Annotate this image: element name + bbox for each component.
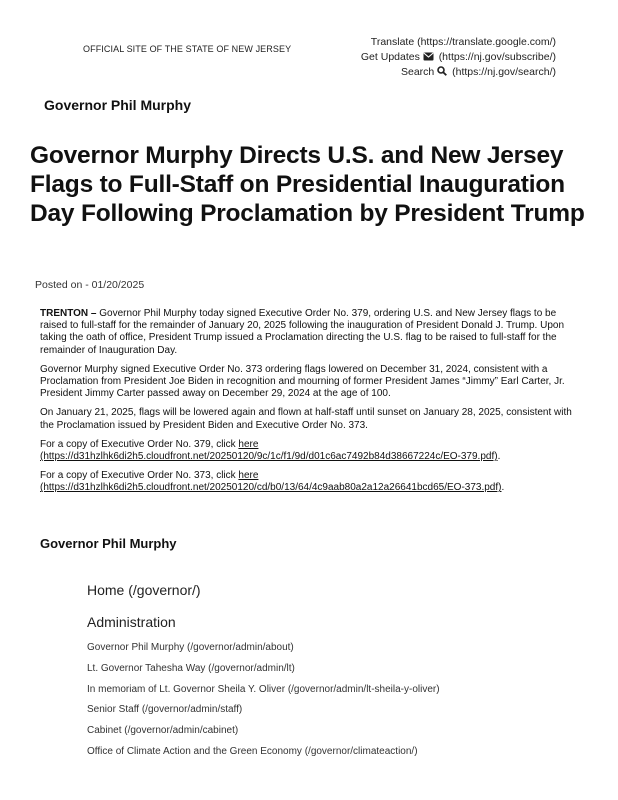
dateline: TRENTON – <box>40 308 97 319</box>
footer-admin-item[interactable]: Office of Climate Action and the Green Economy (/governor/climateaction/) <box>87 745 418 757</box>
footer-nav-home[interactable]: Home (/governor/) <box>87 582 201 598</box>
eo-379-link-text: here <box>238 438 259 450</box>
get-updates-url: (https://nj.gov/subscribe/) <box>438 51 556 63</box>
paragraph-text: For a copy of Executive Order No. 379, click <box>40 438 239 450</box>
footer-admin-item[interactable]: Senior Staff (/governor/admin/staff) <box>87 704 243 716</box>
site-brand[interactable]: Governor Phil Murphy <box>44 97 192 113</box>
article-paragraph <box>40 308 580 357</box>
eo-379-link-url: (https://d31hzlhk6di2h5.cloudfront.net/20250120/9c/1c/f1/9d/d01c6ac7492b84d38667224c/EO-379.pdf) <box>40 451 498 463</box>
footer-admin-item[interactable]: In memoriam of Lt. Governor Sheila Y. Oliver (/governor/admin/lt-sheila-y-oliver) <box>87 683 440 695</box>
article-body <box>40 308 580 502</box>
footer-admin-item[interactable]: Cabinet (/governor/admin/cabinet) <box>87 725 239 737</box>
envelope-icon <box>423 52 434 61</box>
paragraph-text: For a copy of Executive Order No. 373, click <box>40 470 239 482</box>
utility-links <box>361 35 556 80</box>
search-icon <box>437 66 447 76</box>
search-url: (https://nj.gov/search/) <box>452 66 556 78</box>
article-paragraph <box>40 470 580 494</box>
official-site-banner: OFFICIAL SITE OF THE STATE OF NEW JERSEY <box>83 44 292 54</box>
page-title: Governor Murphy Directs U.S. and New Jersey Flags to Full-Staff on Presidential Inauguration Day Following Proclamation by President Trump <box>30 142 585 227</box>
footer-admin-item[interactable]: Governor Phil Murphy (/governor/admin/about) <box>87 642 294 653</box>
get-updates-link[interactable] <box>361 50 556 65</box>
get-updates-label: Get Updates <box>360 51 420 63</box>
footer-brand[interactable]: Governor Phil Murphy <box>40 536 177 551</box>
article-paragraph: Governor Murphy signed Executive Order No. 373 ordering flags lowered on December 31, 2024, consistent with a Proclamation from President Joe Biden in recognition and mourning of former President James “Jimmy” Earl Carter, Jr. President Jimmy Carter passed away on December 29, 2024 at the age of 100. <box>40 363 565 400</box>
search-label: Search <box>400 66 435 78</box>
footer-admin-item[interactable]: Lt. Governor Tahesha Way (/governor/admin/lt) <box>87 662 295 674</box>
eo-373-link-text: here <box>238 470 259 482</box>
paragraph-text: . <box>497 451 501 463</box>
translate-link[interactable]: Translate (https://translate.google.com/) <box>370 36 556 48</box>
article-paragraph <box>40 439 580 463</box>
paragraph-text: . <box>501 482 505 494</box>
footer-admin-list <box>87 641 440 766</box>
search-link[interactable] <box>361 65 556 80</box>
footer-nav-administration[interactable]: Administration <box>87 614 176 630</box>
eo-373-link-url: (https://d31hzlhk6di2h5.cloudfront.net/20250120/cd/b0/13/64/4c9aab80a2a12a26641bcd65/EO-373.pdf) <box>40 482 502 494</box>
posted-date: Posted on - 01/20/2025 <box>35 279 145 291</box>
paragraph-text: Governor Phil Murphy today signed Executive Order No. 379, ordering U.S. and New Jersey flags to be raised to full-staff for the remainder of January 20, 2025 following the inauguration of President Donald J. Trump. Upon taking the oath of office, President Trump issued a Proclamation directing the U.S. flag to be raised to full-staff for the remainder of Inauguration Day. <box>40 308 565 356</box>
article-paragraph: On January 21, 2025, flags will be lowered again and flown at half-staff until sunset on January 28, 2025, consistent with the Proclamation issued by President Biden and Executive Order No. 373. <box>40 407 572 431</box>
